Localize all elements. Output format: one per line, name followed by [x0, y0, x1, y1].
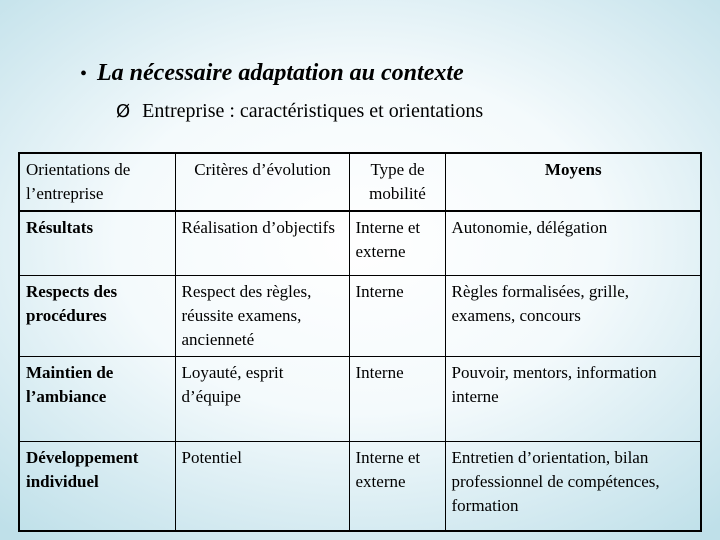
table-row — [19, 442, 701, 532]
header-moyens: Moyens — [445, 153, 701, 211]
table-row — [19, 276, 701, 357]
orientations-table — [18, 152, 702, 532]
slide-title-text: La nécessaire adaptation au contexte — [97, 60, 464, 86]
cell-type-mobilite: Interne — [349, 357, 445, 442]
table-row — [19, 357, 701, 442]
cell-moyens: Autonomie, délégation — [445, 211, 701, 276]
cell-type-mobilite: Interne et externe — [349, 442, 445, 532]
slide-subtitle-text: Entreprise : caractéristiques et orientations — [142, 100, 484, 122]
table-header-row — [19, 153, 701, 211]
cell-type-mobilite: Interne et externe — [349, 211, 445, 276]
cell-type-mobilite: Interne — [349, 276, 445, 357]
cell-moyens: Entretien d’orientation, bilan professionnel de compétences, formation — [445, 442, 701, 532]
row-label: Maintien de l’ambiance — [19, 357, 175, 442]
bullet-icon: • — [80, 63, 88, 85]
cell-criteres: Respect des règles, réussite examens, ancienneté — [175, 276, 349, 357]
row-label: Résultats — [19, 211, 175, 276]
cell-moyens: Pouvoir, mentors, information interne — [445, 357, 701, 442]
header-type-mobilite: Type de mobilité — [349, 153, 445, 211]
slide-subtitle — [116, 100, 483, 123]
row-label: Respects des procédures — [19, 276, 175, 357]
header-orientations: Orientations de l’entreprise — [19, 153, 175, 211]
table-row — [19, 211, 701, 276]
header-criteres: Critères d’évolution — [175, 153, 349, 211]
row-label: Développement individuel — [19, 442, 175, 532]
arrow-bullet-icon: Ø — [116, 101, 131, 122]
cell-criteres: Loyauté, esprit d’équipe — [175, 357, 349, 442]
slide-title — [80, 60, 464, 87]
cell-criteres: Potentiel — [175, 442, 349, 532]
cell-moyens: Règles formalisées, grille, examens, concours — [445, 276, 701, 357]
cell-criteres: Réalisation d’objectifs — [175, 211, 349, 276]
